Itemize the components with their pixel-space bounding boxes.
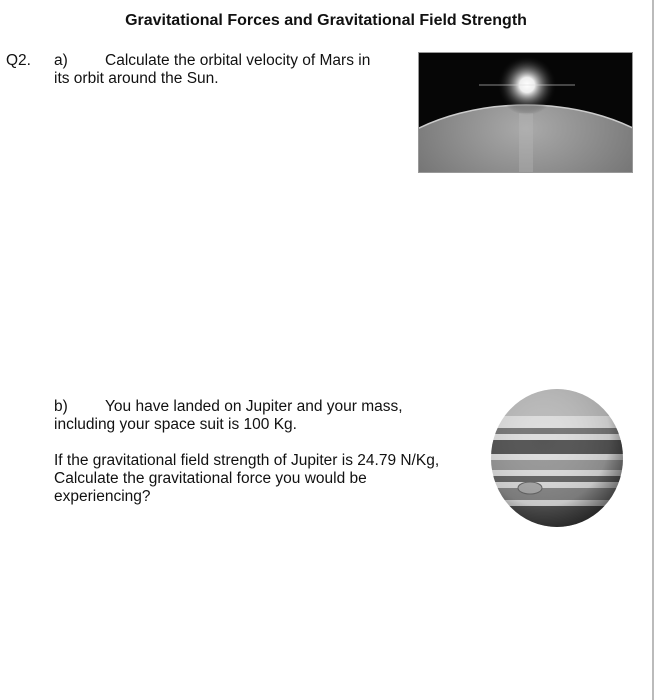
part-a-label: a) [54, 52, 68, 69]
part-b-text: If the gravitational field strength of Jupiter is 24.79 N/Kg, [54, 452, 440, 469]
part-a-text: its orbit around the Sun. [54, 70, 219, 87]
part-b-text: experiencing? [54, 488, 151, 505]
mars-sunrise-image [418, 52, 633, 173]
part-b-text: You have landed on Jupiter and your mass, [105, 398, 403, 415]
part-b-label: b) [54, 398, 68, 415]
part-b-text: including your space suit is 100 Kg. [54, 416, 297, 433]
page-title: Gravitational Forces and Gravitational Field Strength [125, 12, 527, 29]
part-a-text: Calculate the orbital velocity of Mars in [105, 52, 371, 69]
jupiter-image [490, 388, 624, 528]
part-b-text: Calculate the gravitational force you would be [54, 470, 367, 487]
page-edge-divider [652, 0, 654, 700]
question-number: Q2. [6, 52, 31, 69]
